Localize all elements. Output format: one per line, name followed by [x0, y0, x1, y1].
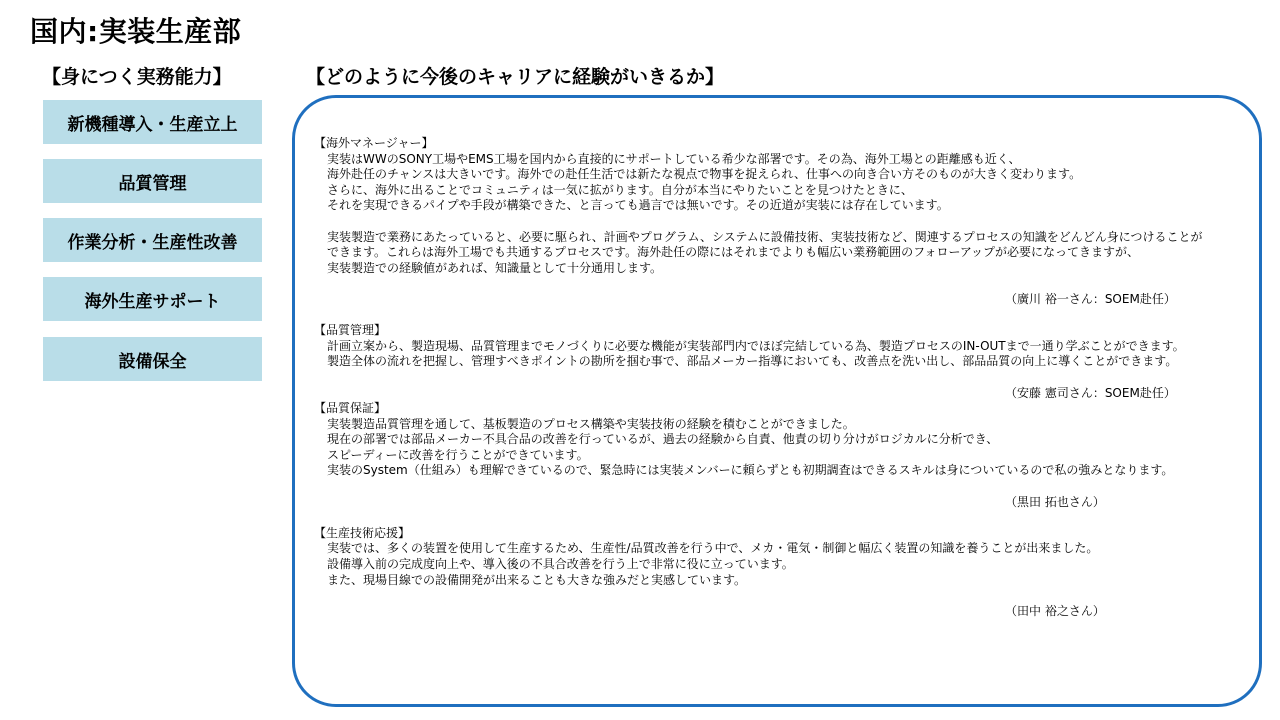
skills-heading: 【身につく実務能力】	[42, 66, 232, 88]
section-line: 設備導入前の完成度向上や、導入後の不具合改善を行う上で非常に役に立っています。	[327, 557, 794, 572]
page-title: 国内:実装生産部	[30, 15, 242, 48]
skill-box-work-analysis: 作業分析・生産性改善	[43, 218, 262, 262]
career-heading: 【どのように今後のキャリアに経験がいきるか】	[306, 66, 725, 88]
skill-box-overseas-support: 海外生産サポート	[43, 277, 262, 321]
section-line: 実装製造品質管理を通して、基板製造のプロセス構築や実装技術の経験を積むことができました。	[327, 416, 855, 431]
section-author: （田中 裕之さん）	[1005, 603, 1105, 618]
skill-box-equipment-maintenance: 設備保全	[43, 337, 262, 381]
section-author: （黒田 拓也さん）	[1005, 494, 1105, 509]
section-production-engineering	[314, 526, 1254, 620]
section-line: 実装のSystem（仕組み）も理解できているので、緊急時には実装メンバーに頼らずとも初期調査はできるスキルは身についているので私の強みとなります。	[327, 463, 1174, 478]
section-line: 実装では、多くの装置を使用して生産するため、生産性/品質改善を行う中で、メカ・電気・制御と幅広く装置の知識を養うことが出来ました。	[327, 541, 1099, 556]
section-heading: 【生産技術応援】	[314, 525, 411, 540]
section-line: また、現場目線での設備開発が出来ることも大きな強みだと実感しています。	[327, 572, 747, 587]
section-heading: 【品質管理】	[314, 323, 387, 338]
section-line: 海外赴任のチャンスは大きいです。海外での赴任生活では新たな視点で物事を捉えられ、仕事への向き合い方そのものが大きく変わります。	[327, 167, 1082, 182]
section-line: できます。これらは海外工場でも共通するプロセスです。海外赴任の際にはそれまでよりも幅広い業務範囲のフォローアップが必要になってきますが、	[327, 245, 1140, 260]
section-quality-assurance	[314, 401, 1254, 526]
career-content	[314, 136, 1254, 619]
section-heading: 【海外マネージャー】	[314, 136, 434, 150]
section-line: 実装はWWのSONY工場やEMS工場を国内から直接的にサポートしている希少な部署です。その為、海外工場との距離感も近く、	[327, 151, 1021, 166]
section-line: 実装製造での経験値があれば、知識量として十分通用します。	[327, 260, 663, 275]
section-line: さらに、海外に出ることでコミュニティは一気に拡がります。自分が本当にやりたいことを見つけたときに、	[327, 182, 913, 197]
section-line: 計画立案から、製造現場、品質管理までモノづくりに必要な機能が実装部門内でほぼ完結している為、製造プロセスのIN-OUTまで一通り学ぶことができます。	[327, 338, 1185, 353]
skill-box-new-model: 新機種導入・生産立上	[43, 100, 262, 144]
section-line: 現在の部署では部品メーカー不具合品の改善を行っているが、過去の経験から自責、他責の切り分けがロジカルに分析でき、	[327, 432, 999, 447]
section-author: （廣川 裕一さん：SOEM赴任）	[1005, 291, 1176, 306]
section-line: 製造全体の流れを把握し、管理すべきポイントの勘所を掴む事で、部品メーカー指導においても、改善点を洗い出し、部品品質の向上に導くことができます。	[327, 354, 1178, 369]
section-line: 実装製造で業務にあたっていると、必要に駆られ、計画やプログラム、システムに設備技術、実装技術など、関連するプロセスの知識をどんどん身につけることが	[327, 229, 1203, 244]
section-author: （安藤 憲司さん：SOEM赴任）	[1005, 385, 1176, 400]
section-overseas-manager	[314, 136, 1254, 323]
section-heading: 【品質保証】	[314, 401, 387, 416]
section-line: スピーディーに改善を行うことができています。	[327, 447, 589, 462]
section-line: それを実現できるパイプや手段が構築できた、と言っても過言では無いです。その近道が実装には存在しています。	[327, 198, 949, 213]
skill-box-quality-control: 品質管理	[43, 159, 262, 203]
section-quality-control	[314, 323, 1254, 401]
